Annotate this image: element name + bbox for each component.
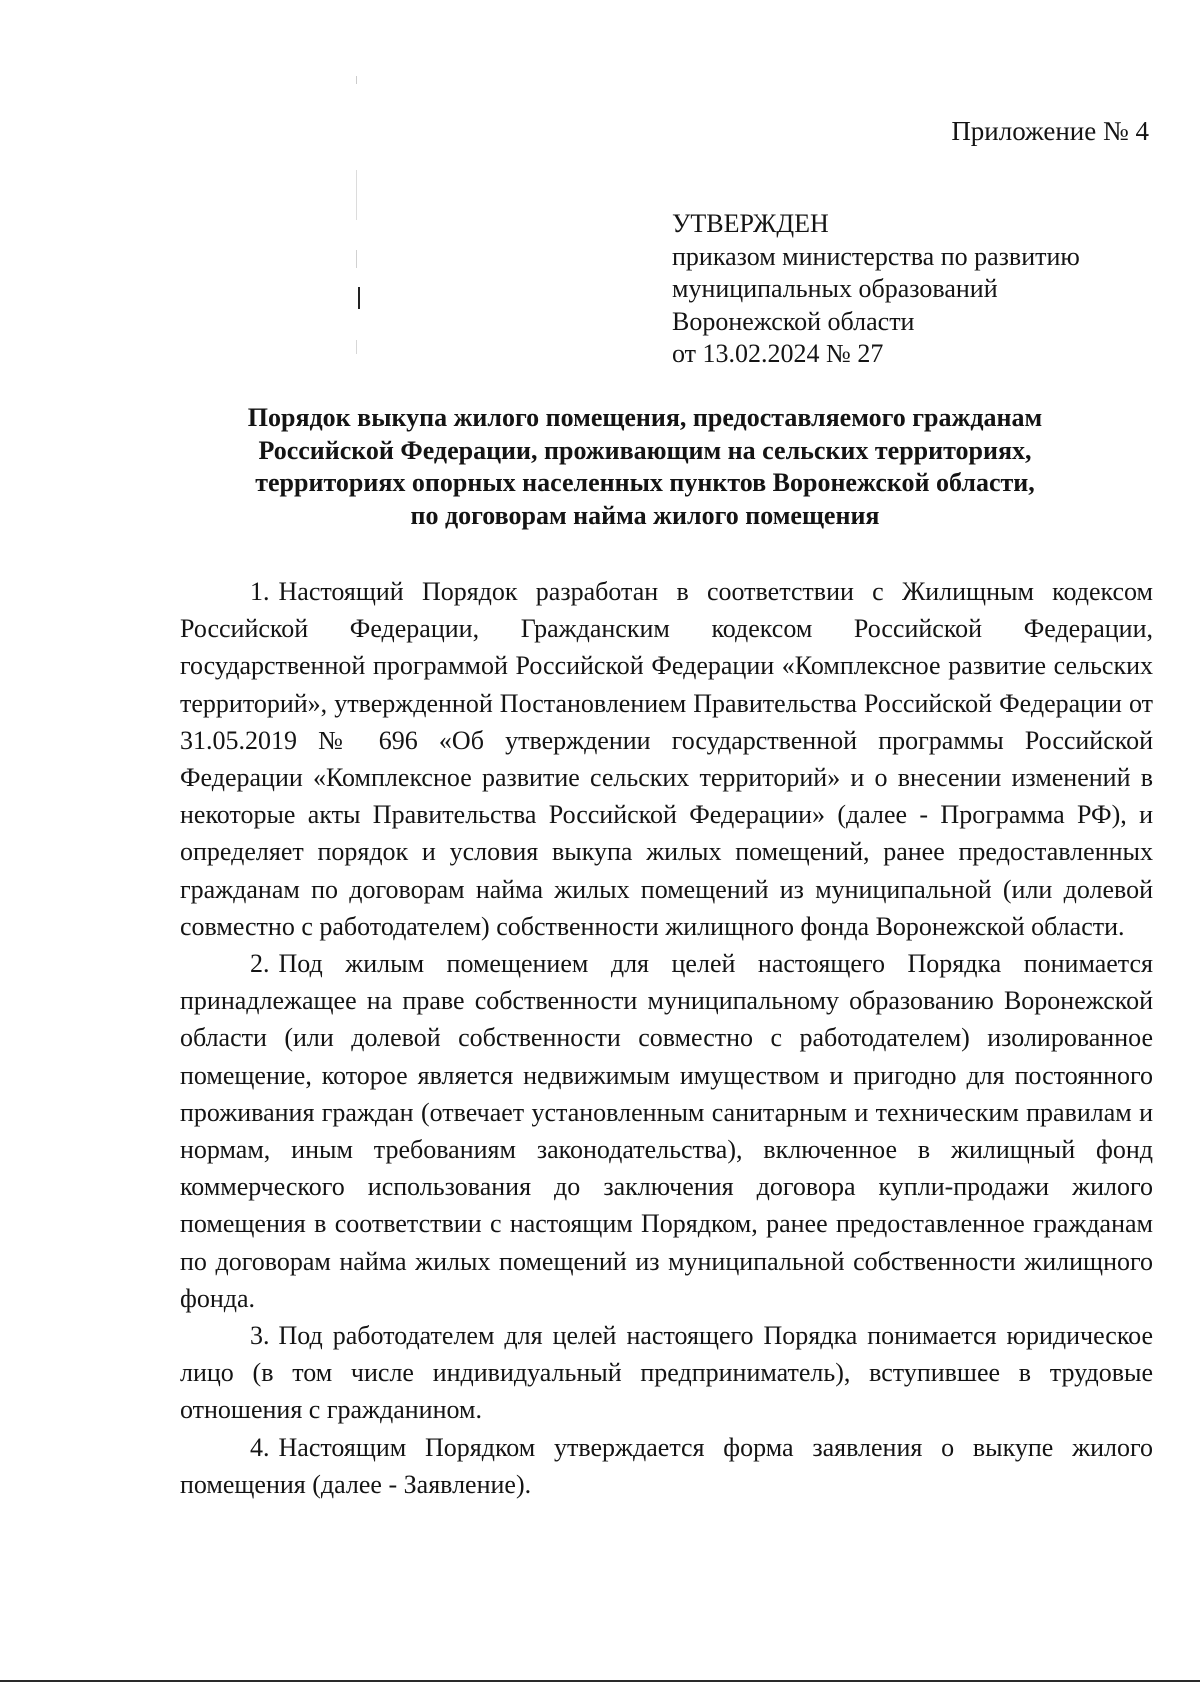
document-title [180,402,1110,532]
title-line: Российской Федерации, проживающим на сельских территориях, [258,435,1032,465]
paragraph-4 [180,1429,1153,1503]
paragraph-text: Настоящим Порядком утверждается форма заявления о выкупе жилого помещения (далее - Заявление). [180,1432,1153,1499]
paragraph-text: Под жилым помещением для целей настоящего Порядка понимается принадлежащее на праве собственности муниципальному образованию Воронежской области (или долевой собственности совместно с работодателем) изолированное помещение, которое является недвижимым имуществом и пригодно для постоянного проживания граждан (отвечает установленным санитарным и техническим правилам и нормам, иным требованиям законодательства), включенное в жилищный фонд коммерческого использования до заключения договора купли-продажи жилого помещения в соответствии с настоящим Порядком, ранее предоставленное гражданам по договорам найма жилых помещений из муниципальной собственности жилищного фонда. [180,949,1153,1313]
document-body [180,573,1153,1503]
paragraph-2 [180,945,1153,1317]
approval-block [672,208,1080,371]
title-line: по договорам найма жилого помещения [410,500,880,530]
paragraph-text: Под работодателем для целей настоящего Порядка понимается юридическое лицо (в том числе индивидуальный предприниматель), вступившее в трудовые отношения с гражданином. [180,1321,1153,1425]
approval-ministry-line: муниципальных образований [672,274,998,303]
appendix-label: Приложение № 4 [951,116,1149,146]
paragraph-number: 2. [250,949,270,979]
scan-artifact [356,250,357,268]
paragraph-number: 1. [250,577,270,606]
paragraph-number: 3. [250,1321,270,1351]
approval-date-number: от 13.02.2024 № 27 [672,339,884,368]
scan-artifact [358,287,360,309]
paragraph-3 [180,1317,1153,1429]
approval-region-line: Воронежской области [672,306,915,336]
approval-stamp-word: УТВЕРЖДЕН [672,209,829,238]
paragraph-text: Настоящий Порядок разработан в соответствии с Жилищным кодексом Российской Федерации, Гражданским кодексом Российской Федерации, государственной программой Российской Федерации «Комплексное развитие сельских территорий», утвержденной Постановлением Правительства Российской Федерации от 31.05.2019 № 696 «Об утверждении государственной программы Российской Федерации «Комплексное развитие сельских территорий» и о внесении изменений в некоторые акты Правительства Российской Федерации» (далее - Программа РФ), и определяет порядок и условия выкупа жилых помещений, ранее предоставленных гражданам по договорам найма жилых помещений из муниципальной (или долевой совместно с работодателем) собственности жилищного фонда Воронежской области. [180,577,1153,941]
title-line: территориях опорных населенных пунктов Воронежской области, [255,468,1035,497]
scan-artifact [356,170,357,220]
title-line: Порядок выкупа жилого помещения, предоставляемого гражданам [247,403,1043,432]
paragraph-1 [180,573,1153,945]
scan-artifact [356,76,357,84]
approval-order-line: приказом министерства по развитию [672,241,1080,271]
page-bottom-edge [0,1680,1200,1682]
paragraph-number: 4. [250,1432,270,1462]
scan-artifact [356,340,357,354]
